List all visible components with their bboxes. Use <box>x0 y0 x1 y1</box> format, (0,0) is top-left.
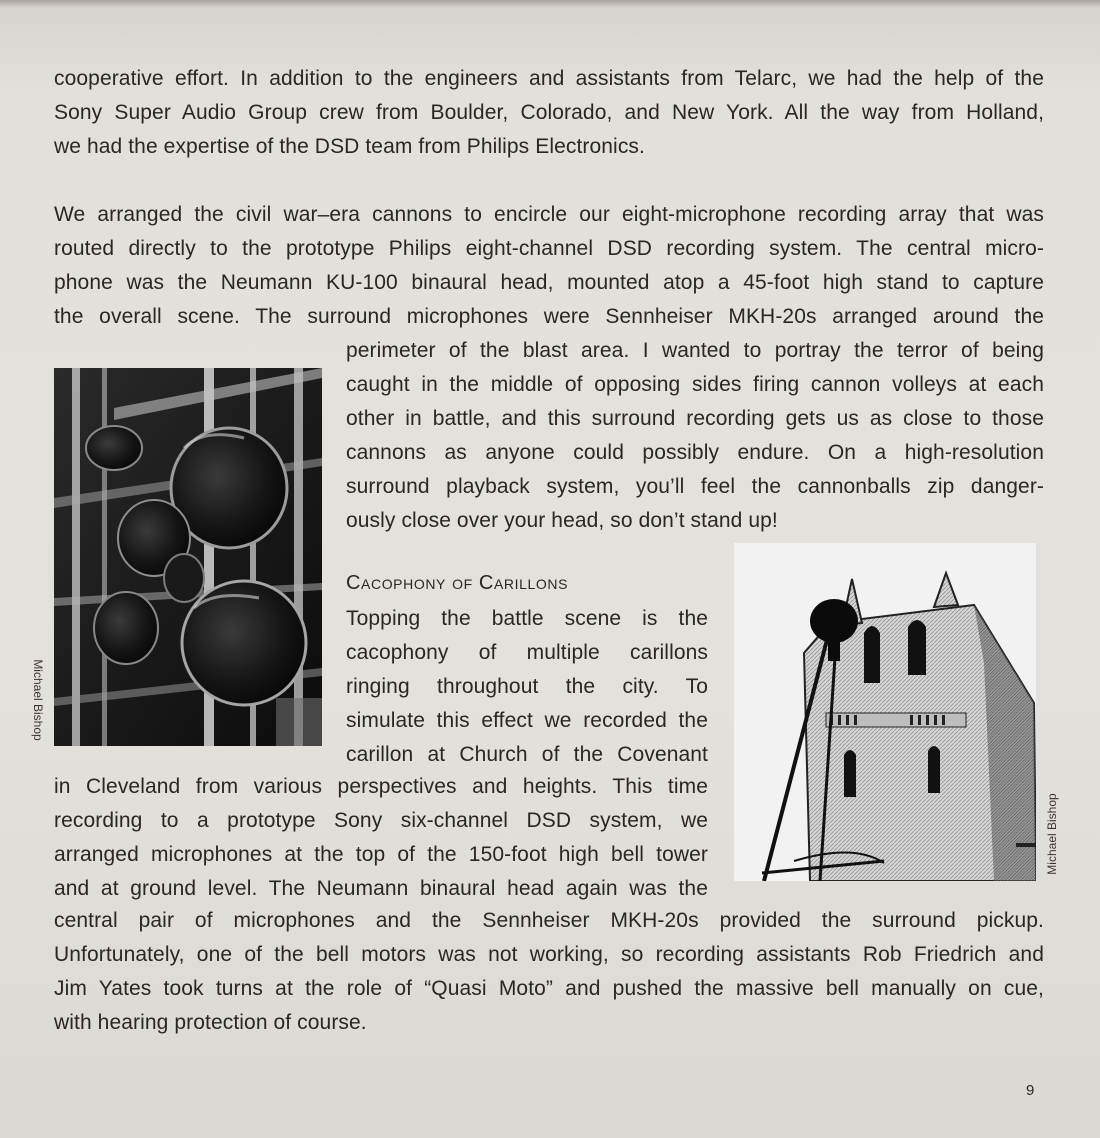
carillons-line-8: arranged microphones at the top of the 150-foot high bell tower <box>54 843 708 866</box>
photo-credit-left: Michael Bishop <box>31 659 45 741</box>
cannons-line-5: perimeter of the blast area. I wanted to portray the terror of being <box>346 339 1044 362</box>
carillons-line-11: Unfortunately, one of the bell motors was not working, so recording assistants Rob Friedrich and <box>54 943 1044 966</box>
cannons-line-1: We arranged the civil war–era cannons to encircle our eight-microphone recording array that was <box>54 203 1044 226</box>
carillons-line-10: central pair of microphones and the Sennheiser MKH-20s provided the surround pickup. <box>54 909 1044 932</box>
cannons-line-8: cannons as anyone could possibly endure. On a high-resolution <box>346 441 1044 464</box>
section-heading: Cacophony of Carillons <box>346 572 569 594</box>
carillons-line-2: cacophony of multiple carillons <box>346 641 708 664</box>
carillons-line-12: Jim Yates took turns at the role of “Quasi Moto” and pushed the massive bell manually on cue, <box>54 977 1044 1000</box>
carillons-line-9: and at ground level. The Neumann binaural head again was the <box>54 877 708 900</box>
carillons-line-4: simulate this effect we recorded the <box>346 709 708 732</box>
cannons-line-7: other in battle, and this surround recording gets us as close to those <box>346 407 1044 430</box>
page-number: 9 <box>1026 1082 1035 1099</box>
carillons-line-1: Topping the battle scene is the <box>346 607 708 630</box>
bells-photo <box>54 368 322 746</box>
intro-line-1: cooperative effort. In addition to the engineers and assistants from Telarc, we had the help of the <box>54 67 1044 90</box>
intro-line-2: Sony Super Audio Group crew from Boulder, Colorado, and New York. All the way from Holland, <box>54 101 1044 124</box>
carillons-line-6: in Cleveland from various perspectives and heights. This time <box>54 775 708 798</box>
carillons-line-5: carillon at Church of the Covenant <box>346 743 708 766</box>
carillons-line-7: recording to a prototype Sony six-channel DSD system, we <box>54 809 708 832</box>
church-tower-photo <box>734 543 1036 881</box>
cannons-line-9: surround playback system, you’ll feel the cannonballs zip danger- <box>346 475 1044 498</box>
cannons-line-10: ously close over your head, so don’t stand up! <box>346 509 778 532</box>
photo-credit-right: Michael Bishop <box>1045 793 1059 875</box>
bells-illustration <box>54 368 322 746</box>
cannons-line-2: routed directly to the prototype Philips eight-channel DSD recording system. The central micro- <box>54 237 1044 260</box>
intro-line-3: we had the expertise of the DSD team from Philips Electronics. <box>54 135 645 158</box>
cannons-line-4: the overall scene. The surround microphones were Sennheiser MKH-20s arranged around the <box>54 305 1044 328</box>
carillons-line-3: ringing throughout the city. To <box>346 675 708 698</box>
carillons-line-13: with hearing protection of course. <box>54 1011 367 1034</box>
tower-illustration <box>734 543 1036 881</box>
cannons-line-3: phone was the Neumann KU-100 binaural head, mounted atop a 45-foot high stand to capture <box>54 271 1044 294</box>
page-top-shadow <box>0 0 1100 8</box>
cannons-line-6: caught in the middle of opposing sides firing cannon volleys at each <box>346 373 1044 396</box>
